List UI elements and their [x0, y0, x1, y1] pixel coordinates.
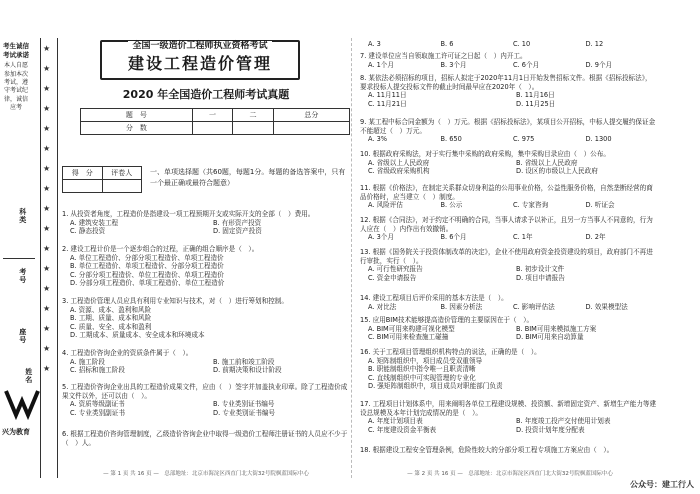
- star-icon: ★: [43, 84, 51, 93]
- score-header: 二: [233, 109, 274, 122]
- option[interactable]: C. 质量、安全、成本和盈利: [70, 322, 152, 331]
- option[interactable]: B. 因素分析法: [440, 302, 483, 311]
- question: [360, 118, 658, 144]
- star-icon: ★: [43, 104, 51, 113]
- option[interactable]: A. 建筑安装工程: [70, 218, 119, 227]
- logo-mark-icon: [2, 383, 42, 423]
- question-stem: 14. 建设工程项目后评价采用的基本方法是（ ）。: [360, 294, 508, 302]
- option[interactable]: A. 3%: [368, 135, 388, 144]
- question-stem: 2. 建设工程计价是一个逐步组合的过程，正确的组合顺序是（ ）。: [62, 245, 259, 253]
- score-table: [80, 108, 350, 135]
- grader-cell[interactable]: [63, 180, 103, 193]
- option[interactable]: A. 风险评估: [368, 201, 403, 210]
- score-header: 题 号: [81, 109, 193, 122]
- star-icon: ★: [43, 184, 51, 193]
- option-row: [368, 40, 658, 49]
- page-footer: — 第 1 页 共 16 页 — 总部地址：北京市海淀区西直门北大街32号院枫蓝国际中心: [103, 471, 309, 478]
- option[interactable]: A. 资质等级副证书: [70, 400, 125, 409]
- class-label: 考号: [18, 268, 27, 284]
- seat-label: 座号: [18, 328, 27, 344]
- question: [62, 430, 350, 447]
- brand-logo: [2, 383, 52, 453]
- option[interactable]: B. 单位工程造价、单项工程造价、分部分项工程造价: [70, 262, 224, 271]
- option[interactable]: B. 有形资产投资: [213, 218, 262, 227]
- score-label: 分 数: [81, 122, 193, 135]
- question: [360, 184, 658, 210]
- page-footer: — 第 2 页 共 16 页 — 总部地址：北京市海淀区西直门北大街32号院枫蓝国际中心: [407, 471, 613, 478]
- exam-banner: [100, 40, 300, 80]
- divider: [3, 258, 35, 259]
- option[interactable]: C. 6个月: [513, 60, 540, 69]
- honesty-notice: [2, 42, 30, 113]
- logo-text: 兴为教育: [2, 427, 30, 436]
- option[interactable]: B. 650: [440, 135, 462, 144]
- option[interactable]: B. 省级以上人民政府: [516, 158, 578, 167]
- grader-header: 得 分: [63, 167, 103, 180]
- option[interactable]: C. 招标和施工阶段: [70, 366, 125, 375]
- option[interactable]: D. 投资计划年度分配表: [516, 425, 585, 434]
- question-stem: 7. 建设单位应当自领取施工许可证之日起（ ）内开工。: [360, 52, 527, 60]
- option[interactable]: D. 前期决策和设计阶段: [213, 366, 282, 375]
- star-icon: ★: [43, 64, 51, 73]
- question-stem: 13. 根据《国务院关于投资体制改革的决定》，企业不使用政府资金投资建设的项目，政府部门不再进行审批，实行（ ）。: [360, 248, 653, 265]
- score-header: 总分: [273, 109, 349, 122]
- option[interactable]: D. 效果模型法: [585, 302, 628, 311]
- question-stem: 18. 根据建设工程安全管理条例，危险性较大的分部分项工程专项施工方案应由（ ）。: [360, 446, 614, 454]
- option[interactable]: A. 对比法: [368, 302, 397, 311]
- option[interactable]: B. 初步设计文件: [516, 265, 565, 274]
- option[interactable]: D. 11月25日: [516, 99, 556, 108]
- notice-body: 本人自愿参加本次考试，遵守考试纪律，诚信应考: [3, 62, 28, 112]
- question: [360, 348, 658, 391]
- question: [360, 216, 658, 242]
- star-icon: ★: [43, 284, 51, 293]
- option[interactable]: A. 11月11日: [368, 91, 407, 100]
- star-icon: ★: [43, 344, 51, 353]
- grader-table: [62, 166, 142, 193]
- option[interactable]: A. 省级以上人民政府: [368, 158, 430, 167]
- page-left: [60, 38, 352, 478]
- question-stem: 16. 关于工程项目管理组织机构特点的说法，正确的是（ ）。: [360, 348, 541, 356]
- star-icon: ★: [43, 144, 51, 153]
- option[interactable]: C. 静态投资: [70, 227, 106, 236]
- notice-title: 考生诚信考试承诺: [3, 42, 29, 60]
- option[interactable]: B. 施工前和竣工阶段: [213, 357, 275, 366]
- star-icon: ★: [43, 364, 51, 373]
- option[interactable]: A. 单位工程造价、分部分项工程造价、单项工程造价: [70, 253, 224, 262]
- option[interactable]: D. BIM可用来自动算量: [516, 333, 584, 342]
- option[interactable]: C. 专家咨询: [513, 201, 549, 210]
- option[interactable]: B. 公示: [440, 201, 463, 210]
- question: [62, 210, 350, 236]
- school-label: 科类: [18, 208, 27, 224]
- binding-margin: [0, 38, 58, 478]
- star-icon: ★: [43, 324, 51, 333]
- question: [360, 248, 658, 282]
- option[interactable]: D. 强矩阵制组织中，项目成员对职能部门负责: [368, 382, 503, 391]
- star-icon: ★: [43, 164, 51, 173]
- option[interactable]: D. 设区的市级以上人民政府: [516, 167, 598, 176]
- option[interactable]: A. 3个月: [368, 233, 394, 242]
- option[interactable]: D. 12: [585, 40, 604, 48]
- option[interactable]: D. 工期成本、质量成本、安全成本和环境成本: [70, 331, 205, 340]
- option[interactable]: A. 1个月: [368, 60, 394, 69]
- question-stem: 11. 根据《价格法》，在制定关系群众切身利益的公用事业价格，公益性服务价格，自然垄断经营的商品价格时，应当建立（ ）制度。: [360, 184, 653, 201]
- option[interactable]: C. 资金申请报告: [368, 273, 417, 282]
- option[interactable]: D. 专业类别证书编号: [213, 408, 276, 417]
- star-icon: ★: [43, 264, 51, 273]
- page-fold: [351, 38, 352, 478]
- option[interactable]: C. 影响评估法: [513, 302, 555, 311]
- question: [360, 150, 658, 176]
- score-cell[interactable]: [192, 122, 233, 135]
- star-icon: ★: [43, 124, 51, 133]
- question-stem: 9. 某工程中标合同金额为（ ）万元。根据《招标投标法》，某项目公开招标，中标人提交履约保证金不能超过（ ）万元。: [360, 118, 656, 135]
- option[interactable]: A. BIM可用来构建可视化模型: [368, 324, 455, 333]
- option[interactable]: A. 3: [368, 40, 381, 48]
- option[interactable]: A. 施工阶段: [70, 357, 105, 366]
- option[interactable]: D. 分部分项工程造价、单项工程造价、单位工程造价: [70, 279, 225, 288]
- option[interactable]: D. 9个月: [585, 60, 613, 69]
- question: [360, 74, 658, 108]
- question-stem: 3. 工程造价管理人员应具有利用专业知识与技术，对（ ）进行筹划和控制。: [62, 297, 288, 305]
- option[interactable]: D. 2年: [585, 233, 606, 242]
- question: [62, 383, 350, 417]
- question: [62, 245, 350, 288]
- option[interactable]: C. 10: [513, 40, 531, 48]
- option[interactable]: D. 1300: [585, 135, 612, 144]
- option[interactable]: B. 专业类别证书编号: [213, 400, 275, 409]
- star-icon: ★: [43, 224, 51, 233]
- question: [360, 446, 658, 455]
- question: [360, 316, 658, 342]
- score-cell[interactable]: [273, 122, 349, 135]
- option[interactable]: B. 工期、质量、成本和风险: [70, 314, 152, 323]
- option[interactable]: A. 可行性研究报告: [368, 265, 423, 274]
- question: [360, 52, 658, 69]
- star-icon: ★: [43, 204, 51, 213]
- star-icon: ★: [43, 244, 51, 253]
- option[interactable]: C. 分部分项工程造价、单位工程造价、单项工程造价: [70, 270, 224, 279]
- exam-subtitle: 2020 年全国造价工程师考试真题: [122, 88, 290, 101]
- option[interactable]: C. BIM可用来检查施工碰撞: [368, 333, 449, 342]
- option[interactable]: B. 6: [440, 40, 454, 48]
- grader-header: 评卷人: [102, 167, 142, 180]
- question: [62, 349, 350, 375]
- question-stem: 12. 根据《合同法》，对于约定不明确的合同，当事人请求予以补正，且另一方当事人不同意的，行为人应在（ ）内作出有效撤销。: [360, 216, 653, 233]
- option[interactable]: B. BIM可用来模拟施工方案: [516, 324, 597, 333]
- page-right: [360, 38, 660, 478]
- option[interactable]: B. 职能制组织中指令唯一且职责清晰: [368, 365, 476, 374]
- question-stem: 15. 应用BIM技术能够提高造价管理的主要原因在于（ ）。: [360, 316, 534, 324]
- star-icon: ★: [43, 44, 51, 53]
- option[interactable]: D. 项目申请报告: [516, 273, 565, 282]
- option[interactable]: A. 矩阵制组织中，项目成员受双重领导: [368, 356, 483, 365]
- option[interactable]: C. 专业类别副证书: [70, 408, 125, 417]
- option[interactable]: C. 直线制组织中可实现管理的专业化: [368, 373, 476, 382]
- option[interactable]: C. 975: [513, 135, 535, 144]
- question-stem: 5. 工程造价咨询企业出具的工程造价成果文件，应由（ ）签字并加盖执业印章。除了工程造价成果文件以外，还可以由（ ）。: [62, 383, 348, 400]
- option[interactable]: A. 年度计划项目表: [368, 417, 423, 426]
- grader-cell[interactable]: [102, 180, 142, 193]
- option[interactable]: B. 年度竣工投产交付使用计划表: [516, 417, 611, 426]
- option[interactable]: D. 固定资产投资: [213, 227, 262, 236]
- question-stem: 10. 根据政府采购法，对于实行集中采购的政府采购，集中采购目录应由（ ）公布。: [360, 150, 610, 158]
- option[interactable]: B. 6个月: [440, 233, 467, 242]
- banner-top: 全国一级造价工程师执业资格考试: [128, 41, 271, 52]
- star-icon: ★: [43, 304, 51, 313]
- question: [360, 294, 658, 311]
- score-cell[interactable]: [233, 122, 274, 135]
- banner-title: 建设工程造价管理: [127, 54, 272, 74]
- option[interactable]: B. 3个月: [440, 60, 467, 69]
- question-stem: 1. 从投资者角度，工程造价是指建设一项工程预期开支或实际开支的全部（ ）费用。: [62, 210, 315, 218]
- option[interactable]: C. 11月21日: [368, 99, 407, 108]
- option[interactable]: B. 11月16日: [516, 91, 555, 100]
- question: [360, 400, 658, 434]
- question-stem: 17. 工程项目计划体系中，用来阐明各单位工程建设规模、投资额、新增固定资产、新增生产能力等建设总规模及本年计划完成情况的是（ ）。: [360, 400, 657, 417]
- option[interactable]: A. 资源、成本、盈利和风险: [70, 305, 152, 314]
- question-stem: 6. 根据工程造价咨询管理制度，乙级造价咨询企业中取得一级造价工程师注册证书的人员应不少于（ ）人。: [62, 430, 348, 447]
- question-stem: 4. 工程造价咨询企业的资质条件属于（ ）。: [62, 349, 193, 357]
- section-heading: 一、单项选择题（共60题，每题1分。每题的备选答案中，只有一个最正确或最符合题意）: [150, 168, 346, 187]
- option[interactable]: C. 年度建设资金平衡表: [368, 425, 437, 434]
- option[interactable]: C. 1年: [513, 233, 533, 242]
- watermark: 公众号：建工行人: [630, 480, 694, 489]
- option[interactable]: D. 听证会: [585, 201, 615, 210]
- question: [62, 297, 350, 340]
- score-header: 一: [192, 109, 233, 122]
- question-stem: 8. 某依法必须招标的项目，招标人拟定于2020年11月1日开始发售招标文件。根据《招标投标法》，要求投标人提交投标文件的截止时间最早应在2020年（ ）。: [360, 74, 652, 91]
- name-label: 姓名: [24, 368, 33, 384]
- option[interactable]: C. 省级政府采购机构: [368, 167, 430, 176]
